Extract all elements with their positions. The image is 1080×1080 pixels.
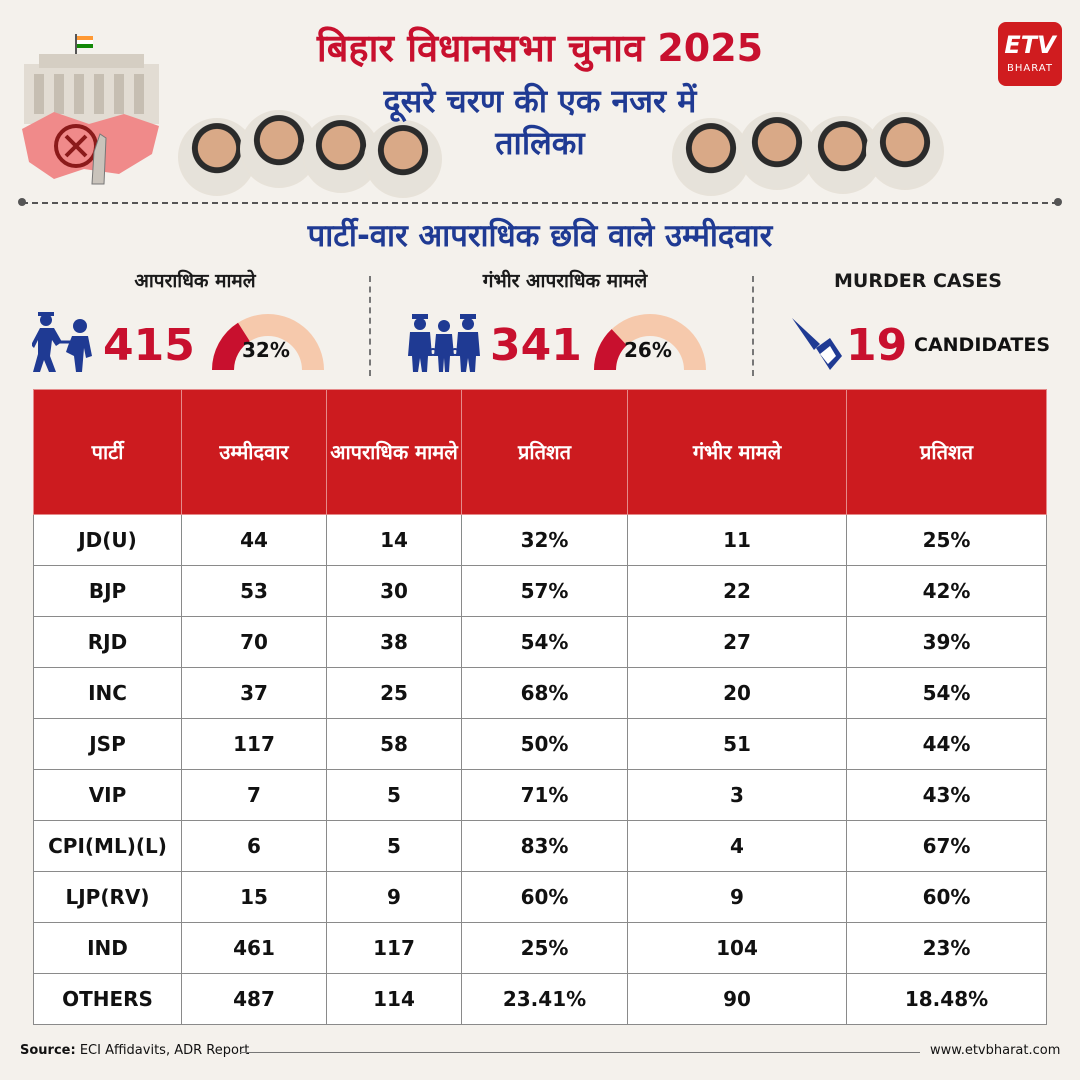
cell-percent-2: 44% bbox=[847, 719, 1047, 770]
cell-serious-cases: 104 bbox=[628, 923, 847, 974]
logo-subtext: BHARAT bbox=[1007, 63, 1053, 74]
cell-serious-cases: 4 bbox=[628, 821, 847, 872]
header-percent-2: प्रतिशत bbox=[847, 390, 1047, 515]
cell-party: JSP bbox=[34, 719, 182, 770]
cell-criminal-cases: 30 bbox=[327, 566, 462, 617]
logo-text: ETV bbox=[1004, 31, 1056, 59]
cell-percent-1: 25% bbox=[462, 923, 628, 974]
stat-serious-percent: 26% bbox=[624, 338, 672, 362]
cell-party: CPI(ML)(L) bbox=[34, 821, 182, 872]
cell-percent-2: 39% bbox=[847, 617, 1047, 668]
cell-candidates: 487 bbox=[182, 974, 327, 1025]
stat-criminal-percent: 32% bbox=[242, 338, 290, 362]
header-criminal-cases: आपराधिक मामले bbox=[327, 390, 462, 515]
cell-percent-1: 50% bbox=[462, 719, 628, 770]
cell-percent-2: 23% bbox=[847, 923, 1047, 974]
page-subtitle bbox=[200, 80, 880, 164]
stat-murder-unit: CANDIDATES bbox=[914, 334, 1051, 356]
cell-party: LJP(RV) bbox=[34, 872, 182, 923]
cell-criminal-cases: 114 bbox=[327, 974, 462, 1025]
cell-party: IND bbox=[34, 923, 182, 974]
cell-serious-cases: 9 bbox=[628, 872, 847, 923]
header-percent-1: प्रतिशत bbox=[462, 390, 628, 515]
cell-percent-2: 43% bbox=[847, 770, 1047, 821]
stat-murder-value: 19 bbox=[846, 320, 908, 371]
footer-line bbox=[240, 1052, 920, 1053]
footer-url: www.etvbharat.com bbox=[930, 1043, 1061, 1058]
assembly-illustration bbox=[14, 34, 164, 199]
knife-icon bbox=[790, 314, 844, 374]
cell-party: JD(U) bbox=[34, 515, 182, 566]
cell-serious-cases: 20 bbox=[628, 668, 847, 719]
footer-source-text: ECI Affidavits, ADR Report bbox=[79, 1043, 250, 1058]
cell-percent-2: 25% bbox=[847, 515, 1047, 566]
table-row bbox=[34, 821, 1047, 872]
table-row bbox=[34, 770, 1047, 821]
page-title: बिहार विधानसभा चुनाव 2025 bbox=[316, 26, 764, 70]
cell-candidates: 117 bbox=[182, 719, 327, 770]
cell-candidates: 461 bbox=[182, 923, 327, 974]
cell-criminal-cases: 38 bbox=[327, 617, 462, 668]
table-row bbox=[34, 617, 1047, 668]
stat-separator-1 bbox=[369, 276, 371, 376]
table-row bbox=[34, 566, 1047, 617]
table-row bbox=[34, 923, 1047, 974]
table-row bbox=[34, 515, 1047, 566]
stat-separator-2 bbox=[752, 276, 754, 376]
cell-candidates: 53 bbox=[182, 566, 327, 617]
cell-party: RJD bbox=[34, 617, 182, 668]
cell-serious-cases: 51 bbox=[628, 719, 847, 770]
divider-dot-right bbox=[1054, 198, 1062, 206]
stat-criminal-label: आपराधिक मामले bbox=[134, 270, 256, 292]
cell-percent-2: 18.48% bbox=[847, 974, 1047, 1025]
cell-criminal-cases: 58 bbox=[327, 719, 462, 770]
cell-candidates: 6 bbox=[182, 821, 327, 872]
divider-dot-left bbox=[18, 198, 26, 206]
header-serious-cases: गंभीर मामले bbox=[628, 390, 847, 515]
footer-source bbox=[20, 1043, 249, 1058]
table-row bbox=[34, 719, 1047, 770]
cell-percent-1: 60% bbox=[462, 872, 628, 923]
stat-serious-value: 341 bbox=[490, 320, 582, 371]
cell-percent-2: 54% bbox=[847, 668, 1047, 719]
cell-percent-1: 23.41% bbox=[462, 974, 628, 1025]
cell-candidates: 44 bbox=[182, 515, 327, 566]
cell-percent-2: 42% bbox=[847, 566, 1047, 617]
stat-serious-label: गंभीर आपराधिक मामले bbox=[482, 270, 648, 292]
table-header-row bbox=[34, 390, 1047, 515]
cell-percent-2: 60% bbox=[847, 872, 1047, 923]
cell-party: OTHERS bbox=[34, 974, 182, 1025]
party-criminal-table bbox=[33, 389, 1047, 1025]
stat-murder-label: MURDER CASES bbox=[834, 270, 1002, 292]
table-row bbox=[34, 974, 1047, 1025]
cell-percent-1: 54% bbox=[462, 617, 628, 668]
police-handcuff-icon bbox=[406, 312, 482, 374]
header-divider bbox=[22, 202, 1058, 204]
cell-percent-1: 83% bbox=[462, 821, 628, 872]
cell-criminal-cases: 5 bbox=[327, 770, 462, 821]
cell-percent-1: 68% bbox=[462, 668, 628, 719]
cell-percent-2: 67% bbox=[847, 821, 1047, 872]
section-title: पार्टी-वार आपराधिक छवि वाले उम्मीदवार bbox=[307, 218, 773, 254]
cell-serious-cases: 27 bbox=[628, 617, 847, 668]
cell-candidates: 15 bbox=[182, 872, 327, 923]
stat-criminal-value: 415 bbox=[103, 320, 195, 371]
cell-serious-cases: 11 bbox=[628, 515, 847, 566]
subtitle-line-2: तालिका bbox=[495, 124, 585, 162]
footer-source-label: Source: bbox=[20, 1043, 76, 1058]
cell-candidates: 70 bbox=[182, 617, 327, 668]
cell-criminal-cases: 5 bbox=[327, 821, 462, 872]
cell-serious-cases: 3 bbox=[628, 770, 847, 821]
etv-bharat-logo bbox=[998, 22, 1062, 86]
subtitle-line-1: दूसरे चरण की एक नजर में bbox=[383, 82, 697, 120]
cell-percent-1: 71% bbox=[462, 770, 628, 821]
cell-criminal-cases: 117 bbox=[327, 923, 462, 974]
cell-percent-1: 32% bbox=[462, 515, 628, 566]
cell-criminal-cases: 9 bbox=[327, 872, 462, 923]
header-party: पार्टी bbox=[34, 390, 182, 515]
cell-criminal-cases: 25 bbox=[327, 668, 462, 719]
table-row bbox=[34, 668, 1047, 719]
header-candidates: उम्मीदवार bbox=[182, 390, 327, 515]
cell-percent-1: 57% bbox=[462, 566, 628, 617]
cell-party: VIP bbox=[34, 770, 182, 821]
cell-criminal-cases: 14 bbox=[327, 515, 462, 566]
table-row bbox=[34, 872, 1047, 923]
cell-candidates: 37 bbox=[182, 668, 327, 719]
cell-party: BJP bbox=[34, 566, 182, 617]
cell-party: INC bbox=[34, 668, 182, 719]
cell-serious-cases: 90 bbox=[628, 974, 847, 1025]
cell-serious-cases: 22 bbox=[628, 566, 847, 617]
arrest-icon bbox=[32, 312, 98, 374]
cell-candidates: 7 bbox=[182, 770, 327, 821]
